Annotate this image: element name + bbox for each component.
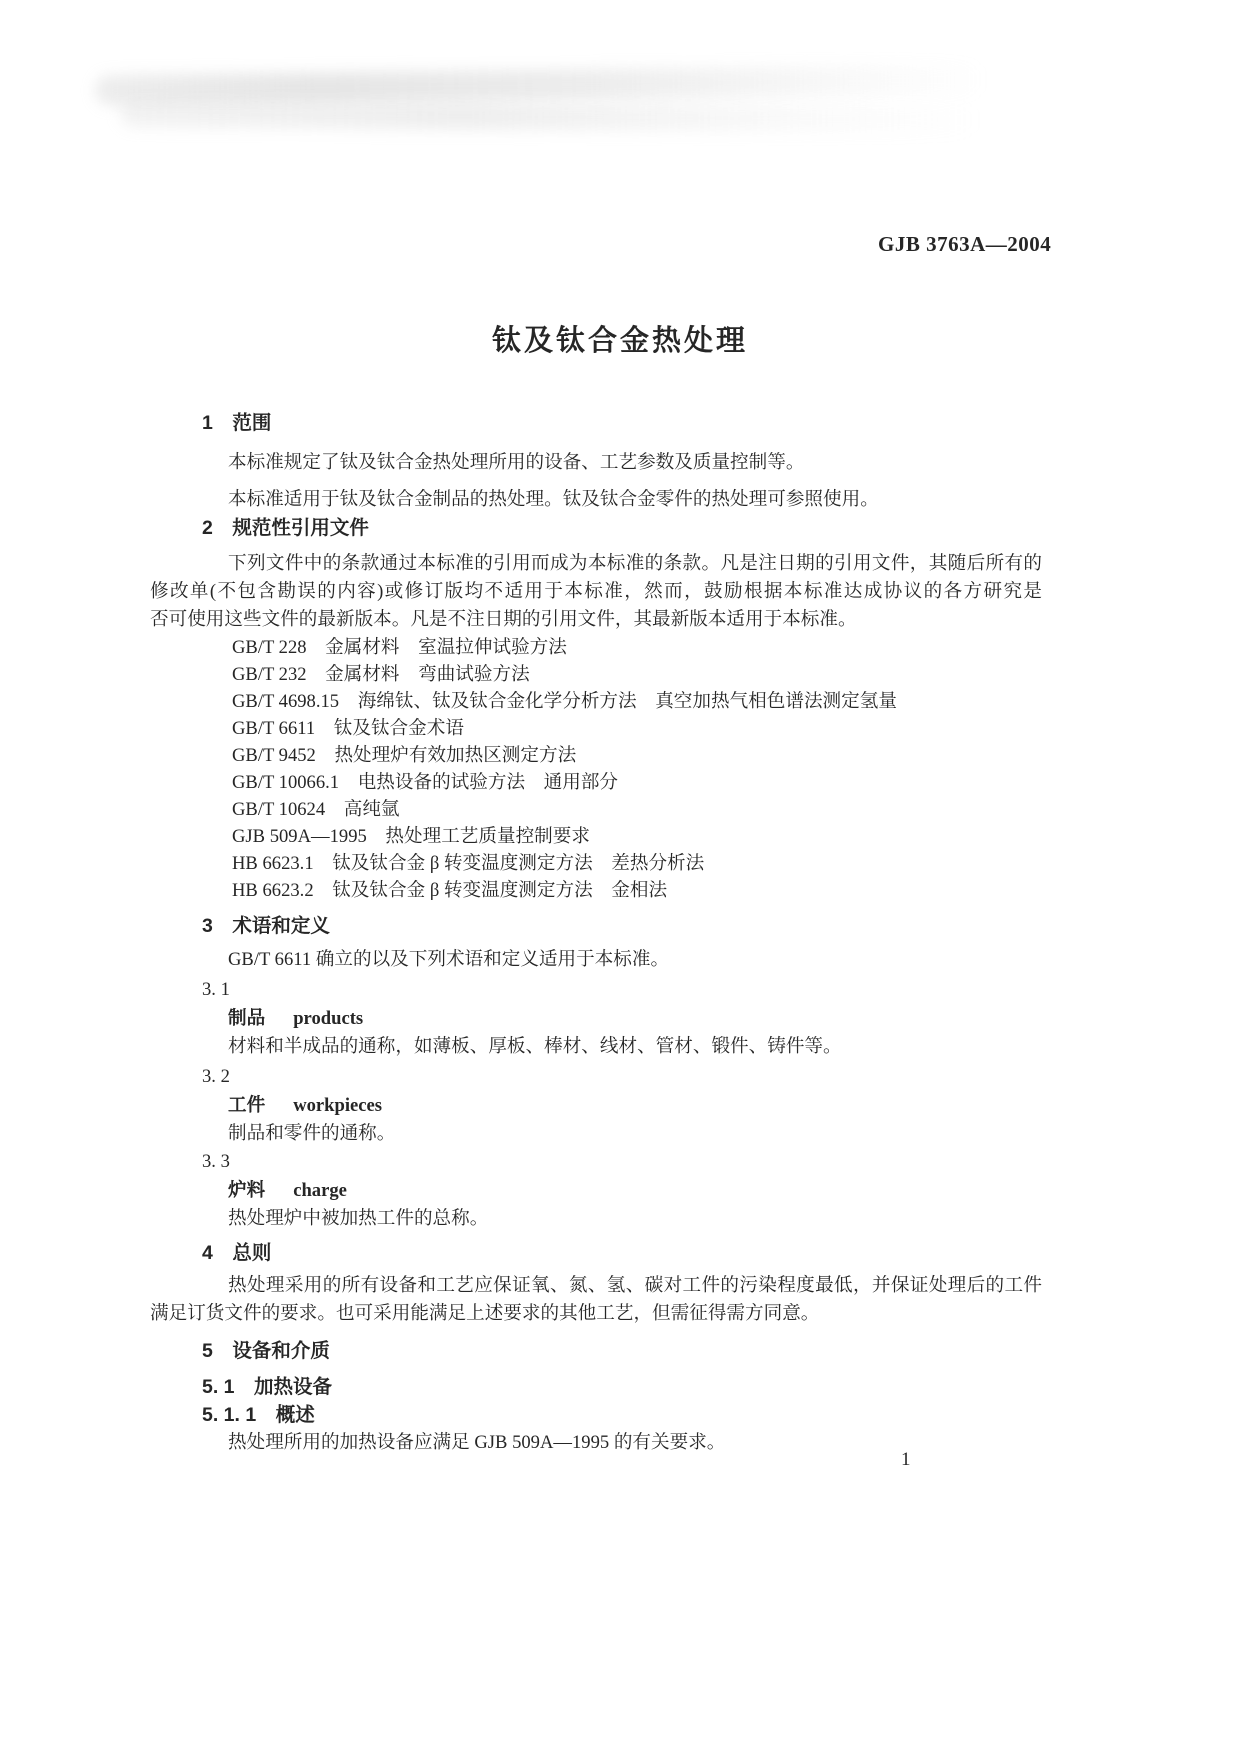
term-title (228, 1176, 1042, 1205)
paragraph-line: 热处理采用的所有设备和工艺应保证氧、氮、氢、碳对工件的污染程度最低，并保证处理后的工件 (228, 1275, 1042, 1296)
term-en: workpieces (293, 1095, 383, 1116)
term-number: 3. 2 (202, 1066, 230, 1087)
reference-item: GB/T 4698.15 海绵钛、钛及钛合金化学分析方法 真空加热气相色谱法测定氢量 (232, 691, 897, 712)
term-definition: 材料和半成品的通称，如薄板、厚板、棒材、线材、管材、锻件、铸件等。 (228, 1036, 842, 1057)
term-cn: 制品 (228, 1007, 266, 1028)
section-heading-general-rules: 4 总则 (202, 1242, 272, 1264)
document-body (150, 0, 1042, 1457)
paragraph-line: 下列文件中的条款通过本标准的引用而成为本标准的条款。凡是注日期的引用文件，其随后所有的 (228, 553, 1042, 574)
page-title: 钛及钛合金热处理 (491, 325, 748, 357)
subsection-heading-overview: 5. 1. 1 概述 (202, 1404, 315, 1426)
reference-item: GJB 509A—1995 热处理工艺质量控制要求 (232, 826, 590, 847)
section-heading-terms-definitions: 3 术语和定义 (202, 915, 330, 937)
paragraph: 本标准适用于钛及钛合金制品的热处理。钛及钛合金零件的热处理可参照使用。 (228, 489, 879, 510)
term-cn: 炉料 (228, 1179, 266, 1200)
term-title (228, 1004, 1042, 1033)
reference-item: GB/T 228 金属材料 室温拉伸试验方法 (232, 637, 567, 658)
paragraph: 热处理所用的加热设备应满足 GJB 509A—1995 的有关要求。 (228, 1432, 726, 1453)
section-heading-scope: 1 范围 (202, 412, 272, 434)
reference-item: GB/T 10624 高纯氩 (232, 799, 400, 820)
term-en: charge (293, 1180, 347, 1201)
reference-list (150, 634, 1042, 904)
reference-item: GB/T 10066.1 电热设备的试验方法 通用部分 (232, 772, 619, 793)
term-definition: 制品和零件的通称。 (228, 1123, 396, 1144)
reference-item: HB 6623.1 钛及钛合金 β 转变温度测定方法 差热分析法 (232, 853, 705, 874)
paragraph: GB/T 6611 确立的以及下列术语和定义适用于本标准。 (228, 949, 670, 970)
doc-number: GJB 3763A—2004 (878, 232, 1052, 256)
term-cn: 工件 (228, 1094, 266, 1115)
reference-item: GB/T 6611 钛及钛合金术语 (232, 718, 464, 739)
term-number: 3. 3 (202, 1151, 230, 1172)
term-number: 3. 1 (202, 979, 230, 1000)
reference-item: GB/T 9452 热处理炉有效加热区测定方法 (232, 745, 577, 766)
paragraph-line: 修改单(不包含勘误的内容)或修订版均不适用于本标准，然而，鼓励根据本标准达成协议的各方研究是 (150, 581, 1042, 602)
section-heading-equipment-media: 5 设备和介质 (202, 1340, 330, 1362)
paragraph (150, 550, 1042, 634)
page-number: 1 (901, 1449, 911, 1470)
paragraph-line: 满足订货文件的要求。也可采用能满足上述要求的其他工艺，但需征得需方同意。 (150, 1303, 820, 1324)
section-heading-normative-references: 2 规范性引用文件 (202, 517, 369, 539)
paragraph: 本标准规定了钛及钛合金热处理所用的设备、工艺参数及质量控制等。 (228, 452, 805, 473)
term-definition: 热处理炉中被加热工件的总称。 (228, 1208, 489, 1229)
term-title (228, 1091, 1042, 1120)
subsection-heading-heating-equipment: 5. 1 加热设备 (202, 1376, 333, 1398)
paragraph (150, 1272, 1042, 1328)
reference-item: GB/T 232 金属材料 弯曲试验方法 (232, 664, 530, 685)
reference-item: HB 6623.2 钛及钛合金 β 转变温度测定方法 金相法 (232, 880, 668, 901)
term-en: products (293, 1008, 364, 1029)
paragraph-line: 否可使用这些文件的最新版本。凡是不注日期的引用文件，其最新版本适用于本标准。 (150, 609, 857, 630)
